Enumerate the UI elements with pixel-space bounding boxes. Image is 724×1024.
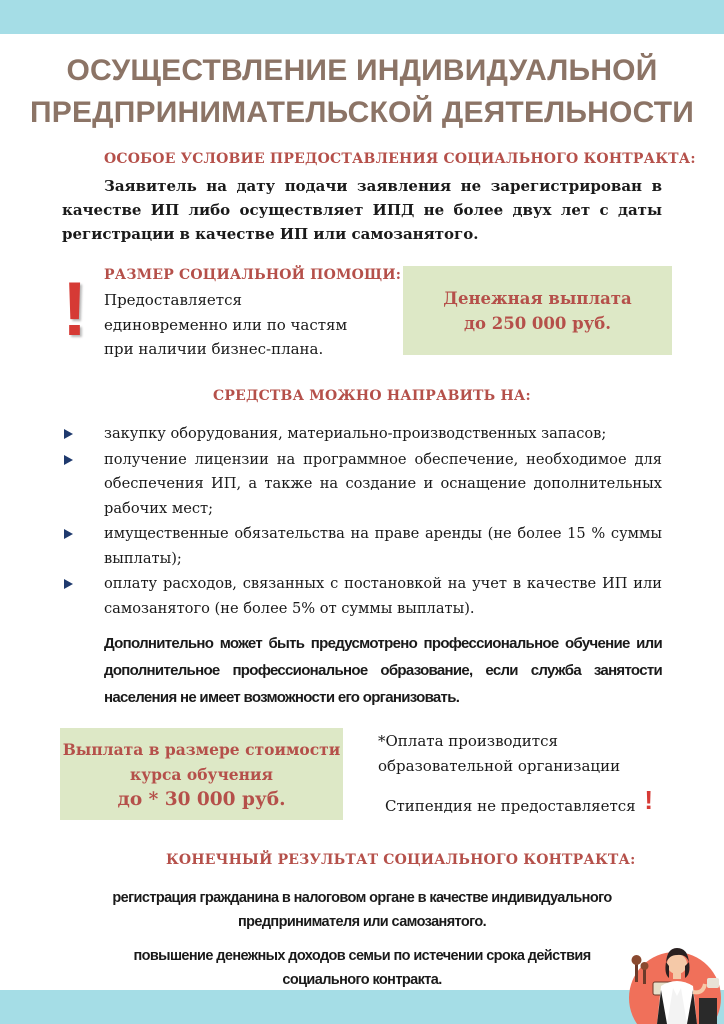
stipend-note xyxy=(385,785,675,818)
cash-payment-amount: до 250 000 руб. xyxy=(464,313,611,333)
cash-payment-line-1: Денежная выплата xyxy=(443,288,632,308)
bullet-arrow-icon xyxy=(64,429,73,439)
aid-size-line-1: Предоставляется xyxy=(104,291,242,309)
special-condition-text xyxy=(62,175,662,246)
page-title-line-1: ОСУЩЕСТВЛЕНИЕ ИНДИВИДУАЛЬНОЙ xyxy=(66,54,658,87)
exclamation-icon: ! xyxy=(62,267,88,352)
page-title xyxy=(0,50,724,134)
funds-heading: СРЕДСТВА МОЖНО НАПРАВИТЬ НА: xyxy=(213,388,531,404)
list-item xyxy=(62,448,662,522)
bottom-band xyxy=(0,990,724,1024)
page-title-line-2: ПРЕДПРИНИМАТЕЛЬСКОЙ ДЕЯТЕЛЬНОСТИ xyxy=(30,96,694,129)
payment-note-line-2: образовательной организации xyxy=(378,756,621,775)
aid-size-heading: РАЗМЕР СОЦИАЛЬНОЙ ПОМОЩИ: xyxy=(104,267,402,283)
result-item-registration xyxy=(40,886,684,934)
funds-list xyxy=(62,422,662,622)
result-item-income xyxy=(40,944,684,992)
stipend-note-text: Стипендия не предоставляется xyxy=(385,797,636,815)
course-payment-line-2: курса обучения xyxy=(130,764,273,784)
result-item-income-line-2: социального контракта. xyxy=(282,972,442,988)
list-item-text: получение лицензии на программное обеспечение, необходимое для обеспечения ИП, а также на создание и оснащение дополнительных рабочих мест; xyxy=(104,450,662,517)
top-band xyxy=(0,0,724,34)
course-payment-box xyxy=(60,728,343,820)
aid-size-line-3: при наличии бизнес-плана. xyxy=(104,340,324,358)
course-payment-amount: до * 30 000 руб. xyxy=(117,788,286,810)
bullet-arrow-icon xyxy=(64,579,73,589)
list-item-text: оплату расходов, связанных с постановкой на учет в качестве ИП или самозанятого (не более 5% от суммы выплаты). xyxy=(104,575,662,617)
bullet-arrow-icon xyxy=(64,529,73,539)
aid-size-line-2: единовременно или по частям xyxy=(104,315,348,334)
additional-training-text: Дополнительно может быть предусмотрено профессиональное обучение или дополнительное профессиональное образование, если служба занятости населения не имеет возможности его организовать. xyxy=(104,635,662,706)
list-item xyxy=(62,422,662,447)
list-item xyxy=(62,522,662,571)
payment-note xyxy=(378,729,668,778)
aid-size-text xyxy=(104,288,394,362)
list-item-text: закупку оборудования, материально-производственных запасов; xyxy=(104,425,607,442)
result-item-income-line-1: повышение денежных доходов семьи по истечении срока действия xyxy=(133,948,591,964)
cash-payment-box xyxy=(403,266,672,355)
businesswoman-icon xyxy=(627,938,724,1024)
result-item-registration-line-1: регистрация гражданина в налоговом органе в качестве индивидуального xyxy=(112,890,612,906)
special-condition-text-rest: качестве ИП либо осуществляет ИПД не более двух лет с даты регистрации в качестве ИП или самозанятого. xyxy=(62,201,662,243)
list-item-text: имущественные обязательства на праве аренды (не более 15 % суммы выплаты); xyxy=(104,525,662,567)
bullet-arrow-icon xyxy=(64,455,73,465)
result-heading: КОНЕЧНЫЙ РЕЗУЛЬТАТ СОЦИАЛЬНОГО КОНТРАКТА: xyxy=(166,852,636,868)
list-item xyxy=(62,572,662,621)
course-payment-line-1: Выплата в размере стоимости xyxy=(62,739,341,759)
businesswoman-illustration xyxy=(627,938,724,1024)
payment-note-line-1: *Оплата производится xyxy=(378,732,558,750)
result-item-registration-line-2: предпринимателя или самозанятого. xyxy=(237,914,487,930)
exclamation-icon: ! xyxy=(644,785,654,815)
special-condition-text-line-1: Заявитель на дату подачи заявления не зарегистрирован в xyxy=(104,177,662,195)
special-condition-heading: ОСОБОЕ УСЛОВИЕ ПРЕДОСТАВЛЕНИЯ СОЦИАЛЬНОГО КОНТРАКТА: xyxy=(104,151,696,167)
